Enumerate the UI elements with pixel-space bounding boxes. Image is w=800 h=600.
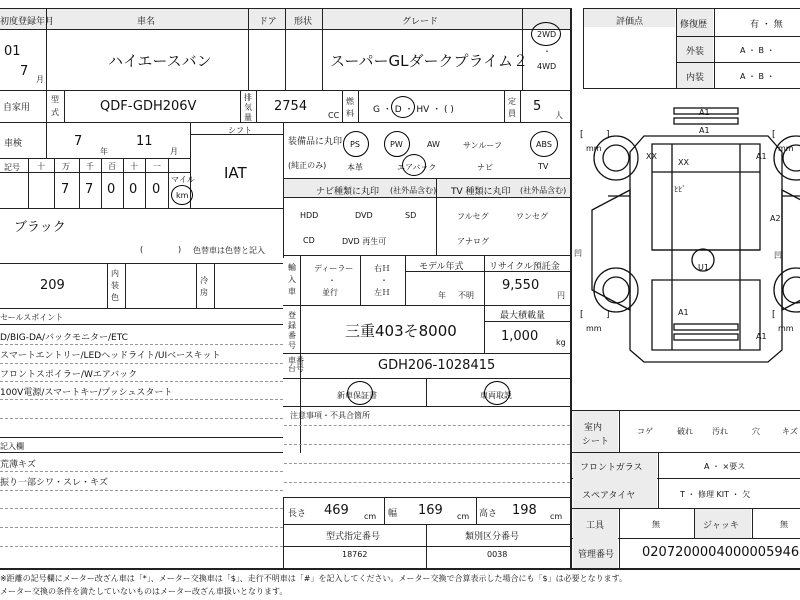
displacement-value: 2754 xyxy=(274,99,308,114)
repair-label: 修復歴 xyxy=(680,20,708,30)
windshield-options: A ・ ×要ス xyxy=(704,462,746,471)
model-value: QDF-GDH206V xyxy=(100,99,197,114)
displacement-label-3: 量 xyxy=(244,113,252,122)
recycle-unit: 円 xyxy=(557,291,565,300)
displacement-label-1: 排 xyxy=(244,93,252,102)
import-dot2: ・ xyxy=(380,276,388,285)
mileage-digit-label: 千 xyxy=(86,162,94,171)
equip-navi: ナビ xyxy=(477,163,493,172)
import-left-h: 左Ｈ xyxy=(374,288,390,297)
import-right-h: 右Ｈ xyxy=(374,264,390,273)
nav-sd: SD xyxy=(405,211,417,220)
exterior-options: A ・ B ・ xyxy=(740,46,775,55)
model-year-unit: 年 xyxy=(438,291,446,300)
car-name-label: 車名 xyxy=(137,17,156,27)
capacity-unit: 人 xyxy=(555,111,563,120)
inspection-label: 車検 xyxy=(4,139,23,149)
mileage-digit-label: 万 xyxy=(62,162,70,171)
interior-color-label: 装 xyxy=(111,281,119,290)
tools-label: 工具 xyxy=(586,521,605,531)
new-car-warranty: 新車保証書 xyxy=(337,391,377,400)
fuel-label-1: 燃 xyxy=(346,97,354,106)
mileage-digit: 7 xyxy=(61,182,70,197)
vehicle-manual: 車両取説 xyxy=(480,391,512,400)
type-number-label: 型式指定番号 xyxy=(326,532,381,542)
interior-sheet-label-2: シート xyxy=(582,437,610,447)
warranty-circle xyxy=(347,381,373,405)
first-reg-year: 01 xyxy=(4,44,21,59)
nav-hdd: HDD xyxy=(300,211,319,220)
mm-label: mm xyxy=(778,324,794,333)
caution-label: 注意事項・不具合箇所 xyxy=(290,411,370,420)
registration-label: 号 xyxy=(288,341,296,350)
tv-note: (社外品含む) xyxy=(520,186,567,195)
capacity-label-1: 定 xyxy=(508,97,516,106)
tv-fullseg: フルセグ xyxy=(457,212,489,221)
damage-mark: A2 xyxy=(770,214,781,223)
recycle-label: リサイクル預託金 xyxy=(489,262,560,272)
max-load-unit: kg xyxy=(556,338,566,347)
height-value: 198 xyxy=(512,503,537,518)
nav-note: (社外品含む) xyxy=(390,186,437,195)
equip-abs: ABS xyxy=(536,140,552,149)
jack-label: ジャッキ xyxy=(703,521,739,531)
nav-dvd-play: DVD 再生可 xyxy=(342,237,387,246)
registration-label: 登 xyxy=(288,311,296,320)
equip-ps: PS xyxy=(350,140,360,149)
trim-code: 209 xyxy=(40,278,65,293)
mileage-digit: 0 xyxy=(152,182,161,197)
sales-point-line: スマートエントリー/LEDヘッドライト/UIベースキット xyxy=(0,351,221,361)
chassis-value: GDH206-1028415 xyxy=(378,358,496,373)
model-label-2: 式 xyxy=(51,108,59,117)
mileage-digit: 0 xyxy=(129,182,138,197)
interior-sheet-label-1: 室内 xyxy=(584,423,603,433)
registration-label: 番 xyxy=(288,331,296,340)
exterior-label: 外装 xyxy=(686,47,705,57)
fuel-options: G ・ D ・ HV ・ ( ) xyxy=(373,105,454,115)
equip-sunroof: サンルーフ xyxy=(463,141,502,150)
drive-dot: ・ xyxy=(543,47,551,56)
interior-item: キズ xyxy=(782,427,798,436)
car-outline-svg xyxy=(572,100,800,408)
color-note-close: ) xyxy=(178,245,182,254)
color-note-open: ( xyxy=(140,245,144,254)
mileage-digit: 7 xyxy=(85,182,94,197)
notes-label: 記入欄 xyxy=(0,442,24,451)
interior-item: 汚れ xyxy=(712,427,728,436)
interior-item: 破れ xyxy=(677,427,693,436)
chassis-label: 号 xyxy=(296,364,304,373)
frame-bottom xyxy=(0,568,800,570)
management-value: 0207200004000005946 xyxy=(642,545,800,560)
model-label-1: 型 xyxy=(51,95,59,104)
equip-leather: 本革 xyxy=(347,163,363,172)
nav-dvd: DVD xyxy=(355,211,373,220)
km-circle xyxy=(171,185,193,205)
aircon-label: 房 xyxy=(200,288,208,297)
first-reg-label: 初度登録年月 xyxy=(0,17,55,27)
equipment-subtitle: (純正のみ) xyxy=(288,161,327,170)
drive-4wd: 4WD xyxy=(537,62,557,71)
scratch-mark: ﾋﾋﾞ xyxy=(674,185,686,194)
tv-title: TV 種類に丸印 xyxy=(451,187,511,197)
chassis-label: 台 xyxy=(288,364,296,373)
equip-aw: AW xyxy=(427,140,440,149)
damage-mark: XX xyxy=(646,152,657,161)
bracket-open: [ xyxy=(772,130,776,140)
note-line: 荒薄キズ xyxy=(0,460,36,470)
mileage-unit-mile: マイル xyxy=(171,175,195,184)
management-label: 管理番号 xyxy=(578,550,615,560)
color-value: ブラック xyxy=(14,220,66,235)
sales-point-line: フロントスポイラー/Wエアバック xyxy=(0,370,138,380)
interior-options: A ・ B ・ xyxy=(740,72,775,81)
damage-mark: A1 xyxy=(678,308,689,317)
equip-ps-circle xyxy=(343,131,369,157)
spare-tire-options: T ・ 修理 KIT ・ 欠 xyxy=(680,490,751,499)
max-load-label: 最大積載量 xyxy=(500,311,546,321)
import-dealer: ディーラー xyxy=(314,264,354,273)
nav-cd: CD xyxy=(303,236,315,245)
height-label: 高さ xyxy=(479,509,498,519)
inspection-year-unit: 年 xyxy=(100,147,108,156)
equipment-title: 装備品に丸印 xyxy=(288,137,343,147)
grade: スーパーGLダークプライム２ xyxy=(330,52,529,70)
interior-label: 内装 xyxy=(686,73,705,83)
recycle-value: 9,550 xyxy=(502,278,540,293)
capacity-label-2: 員 xyxy=(508,109,516,118)
mileage-digit-label: 百 xyxy=(108,162,116,171)
height-unit: cm xyxy=(550,512,563,521)
bracket-close: ] xyxy=(606,310,610,320)
bracket-open: [ xyxy=(580,130,584,140)
tv-oneseg: ワンセグ xyxy=(516,212,548,221)
equip-airbag-circle xyxy=(402,154,426,176)
width-label: 幅 xyxy=(388,509,398,519)
type-number-value: 18762 xyxy=(342,550,368,559)
sales-point-line: D/BIG-DA/バックモニター/ETC xyxy=(0,333,128,343)
use-label: 自家用 xyxy=(3,103,31,113)
nav-title: ナビ種類に丸印 xyxy=(316,187,380,197)
class-number-label: 類別区分番号 xyxy=(465,532,520,542)
registration-label: 録 xyxy=(288,321,296,330)
drive-2wd-circle xyxy=(531,22,561,46)
fuel-label-2: 料 xyxy=(346,109,354,118)
mm-label: mm xyxy=(586,144,602,153)
inspection-month-unit: 月 xyxy=(170,147,178,156)
mm-label: mm xyxy=(778,144,794,153)
interior-item: 穴 xyxy=(752,427,760,436)
shape-label: 形状 xyxy=(294,17,313,27)
bracket-close: ] xyxy=(606,130,610,140)
mileage-digit-label: 十 xyxy=(130,162,138,171)
sales-point-line: 100V電源/スマートキー/プッシュスタート xyxy=(0,388,173,398)
door-label: ドア xyxy=(259,17,277,27)
drive-2wd: 2WD xyxy=(537,30,557,39)
import-label: 輸 xyxy=(288,263,296,272)
color-note: 色替車は色替と記入 xyxy=(193,246,265,255)
import-label: 入 xyxy=(288,275,296,284)
first-reg-month: 7 xyxy=(20,64,29,79)
length-value: 469 xyxy=(324,503,349,518)
note-line: 振り一部シワ・スレ・キズ xyxy=(0,478,108,488)
mileage-digit-label: 十 xyxy=(37,162,45,171)
inspection-month: 11 xyxy=(136,134,153,149)
chassis-label: 車 xyxy=(288,356,296,365)
fuel-diesel-circle xyxy=(391,96,415,118)
damage-mark: A1 xyxy=(699,126,710,135)
car-damage-diagram xyxy=(572,100,800,408)
mileage-digit: 0 xyxy=(107,182,116,197)
tv-analog: アナログ xyxy=(457,237,489,246)
damage-mark: A1 xyxy=(756,152,767,161)
interior-item: コゲ xyxy=(637,427,653,436)
bracket-open: [ xyxy=(580,310,584,320)
tools-value: 無 xyxy=(652,520,660,529)
first-reg-month-unit: 月 xyxy=(36,75,44,84)
equip-tv: TV xyxy=(538,162,549,171)
damage-mark: 凹 xyxy=(574,249,582,258)
registration-value: 三重403そ8000 xyxy=(345,322,457,340)
interior-color-label: 色 xyxy=(111,293,119,302)
footer-line-2: メーター交換の条件を満たしていないものはメーター改ざん車扱いとなります。 xyxy=(0,587,288,596)
damage-mark: U1 xyxy=(698,263,709,272)
footer-line-1: ※距離の記号欄にメーター改ざん車は「*」、メーター交換車は「$」、走行不明車は「#」を記入してください。メーター交換で合算表示した場合にも「$」は必要となります。 xyxy=(0,574,627,583)
spare-tire-label: スペアタイヤ xyxy=(582,491,636,501)
class-number-value: 0038 xyxy=(487,550,508,559)
length-unit: cm xyxy=(364,512,377,521)
length-label: 長さ xyxy=(288,509,307,519)
equip-abs-circle xyxy=(530,131,558,157)
shift-label: シフト xyxy=(228,126,252,135)
interior-color-label: 内 xyxy=(111,269,119,278)
import-dot1: ・ xyxy=(328,276,336,285)
windshield-label: フロントガラス xyxy=(580,463,643,473)
car-name: ハイエースバン xyxy=(108,52,212,70)
max-load-value: 1,000 xyxy=(501,329,539,344)
import-parallel: 並行 xyxy=(322,288,338,297)
aircon-label: 冷 xyxy=(200,276,208,285)
equip-pw: PW xyxy=(390,140,403,149)
mileage-unit-km: km xyxy=(176,191,189,200)
import-label: 車 xyxy=(288,287,296,296)
displacement-label-2: 気 xyxy=(244,103,252,112)
equip-pw-circle xyxy=(384,131,410,157)
inspection-year: 7 xyxy=(74,134,83,149)
width-unit: cm xyxy=(457,512,470,521)
model-year-label: モデル年式 xyxy=(419,262,464,272)
damage-mark: XX xyxy=(678,158,689,167)
jack-value: 無 xyxy=(780,520,788,529)
shift-value: IAT xyxy=(224,164,247,182)
equip-airbag: エアバック xyxy=(397,163,437,172)
damage-mark: A1 xyxy=(699,108,710,117)
score-label: 評価点 xyxy=(616,17,644,27)
repair-options: 有 ・ 無 xyxy=(750,20,783,30)
model-year-unknown: 不明 xyxy=(458,291,474,300)
chassis-label: 番 xyxy=(296,356,304,365)
damage-mark: 凹 xyxy=(774,251,782,260)
displacement-unit: CC xyxy=(328,111,340,120)
grade-label: グレード xyxy=(402,17,439,27)
mileage-digit-label: 一 xyxy=(153,162,161,171)
mileage-record-label: 記号 xyxy=(4,163,20,172)
capacity-value: 5 xyxy=(533,99,542,114)
manual-circle xyxy=(484,381,510,405)
bracket-open: [ xyxy=(772,310,776,320)
width-value: 169 xyxy=(418,503,443,518)
sales-points-label: セールスポイント xyxy=(0,313,64,322)
damage-mark: A1 xyxy=(756,332,767,341)
mm-label: mm xyxy=(586,324,602,333)
